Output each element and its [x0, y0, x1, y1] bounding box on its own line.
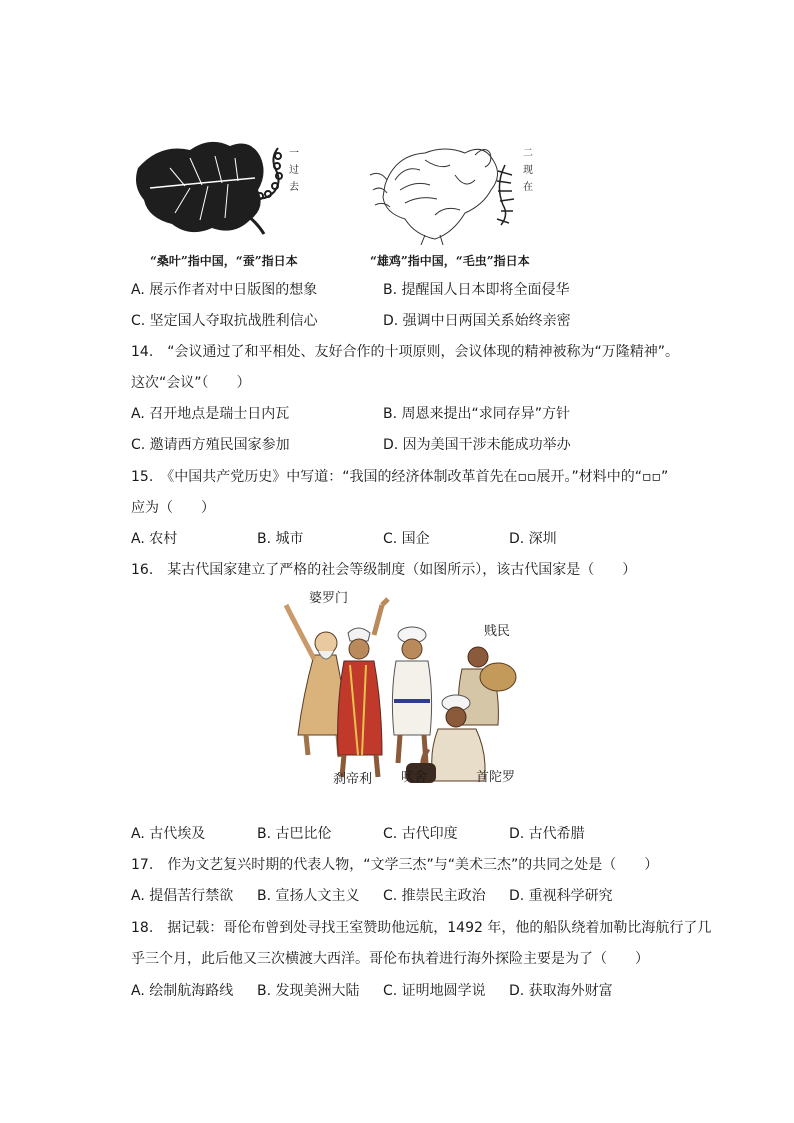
- label-brahmin: 婆罗门: [309, 591, 349, 606]
- side-text-past: [288, 145, 300, 196]
- q17-option-b[interactable]: B. 宣扬人文主义: [257, 888, 360, 904]
- q15-stem-line1: 15. 《中国共产党历史》中写道：“我国的经济体制改革首先在▫▫展开。”材料中的“▫▫”: [131, 469, 669, 485]
- q18-option-d[interactable]: D. 获取海外财富: [509, 983, 613, 999]
- q18-option-c[interactable]: C. 证明地圆学说: [383, 983, 486, 999]
- q17-option-c[interactable]: C. 推崇民主政治: [383, 888, 486, 904]
- q18-option-a[interactable]: A. 绘制航海路线: [131, 983, 234, 999]
- caption-right: “雄鸡”指中国，“毛虫”指日本: [370, 254, 530, 268]
- q16-option-c[interactable]: C. 古代印度: [383, 826, 458, 842]
- q14-option-b[interactable]: B. 周恩来提出“求同存异”方针: [383, 406, 571, 422]
- q13-option-b[interactable]: B. 提醒国人日本即将全面侵华: [383, 282, 570, 298]
- q14-option-a[interactable]: A. 召开地点是瑞士日内瓦: [131, 406, 290, 422]
- label-vaishya: 吠舍: [401, 770, 428, 785]
- side-text-char: 二: [523, 148, 533, 159]
- label-kshatriya: 刹帝利: [333, 772, 373, 787]
- q18-stem-line2: 乎三个月，此后他又三次横渡大西洋。哥伦布执着进行海外探险主要是为了（ ）: [131, 951, 649, 967]
- q14-stem-line1: 14. “会议通过了和平相处、友好合作的十项原则，会议体现的精神被称为“万隆精神”。: [131, 344, 680, 360]
- q14-option-c[interactable]: C. 邀请西方殖民国家参加: [131, 437, 290, 453]
- q13-option-d[interactable]: D. 强调中日两国关系始终亲密: [383, 313, 571, 329]
- q16-option-b[interactable]: B. 古巴比伦: [257, 826, 332, 842]
- side-text-present: [522, 145, 534, 196]
- untouchable-figure: [458, 647, 516, 725]
- caste-illustration-image: [278, 585, 528, 790]
- figure-caste-system: [278, 585, 528, 790]
- rooster-woodcut-image: [365, 135, 525, 245]
- q17-stem-line1: 17. 作为文艺复兴时期的代表人物，“文学三杰”与“美术三杰”的共同之处是（ ）: [131, 857, 659, 873]
- figure-mulberry-silkworm: [130, 128, 300, 240]
- q14-option-d[interactable]: D. 因为美国干涉未能成功举办: [383, 437, 571, 453]
- vaishya-figure: [392, 627, 431, 763]
- q16-option-d[interactable]: D. 古代希腊: [509, 826, 585, 842]
- q13-option-c[interactable]: C. 坚定国人夺取抗战胜利信心: [131, 313, 318, 329]
- q15-option-b[interactable]: B. 城市: [257, 531, 304, 547]
- q14-stem-line2: 这次“会议”（ ）: [131, 375, 251, 391]
- label-untouchable: 贱民: [484, 624, 511, 639]
- q18-option-b[interactable]: B. 发现美洲大陆: [257, 983, 360, 999]
- q15-option-a[interactable]: A. 农村: [131, 531, 178, 547]
- mulberry-leaf-woodcut-image: [130, 128, 300, 240]
- q17-option-a[interactable]: A. 提倡苦行禁欲: [131, 888, 234, 904]
- side-text-char: 一: [289, 148, 299, 159]
- label-shudra: 首陀罗: [476, 770, 516, 785]
- q18-stem-line1: 18. 据记载：哥伦布曾到处寻找王室赞助他远航，1492 年，他的船队绕着加勒比海航行了几: [131, 920, 712, 936]
- q17-option-d[interactable]: D. 重视科学研究: [509, 888, 613, 904]
- figure-rooster-caterpillar: [365, 135, 525, 245]
- q13-option-a[interactable]: A. 展示作者对中日版图的想象: [131, 282, 318, 298]
- side-text-char: 现: [523, 165, 533, 176]
- q15-option-d[interactable]: D. 深圳: [509, 531, 557, 547]
- q16-stem-line1: 16. 某古代国家建立了严格的社会等级制度（如图所示），该古代国家是（ ）: [131, 562, 637, 578]
- caption-left: “桑叶”指中国，“蚕”指日本: [150, 254, 298, 268]
- side-text-char: 在: [523, 182, 533, 193]
- side-text-char: 过: [289, 165, 299, 176]
- q16-option-a[interactable]: A. 古代埃及: [131, 826, 206, 842]
- q15-stem-line2: 应为（ ）: [131, 500, 215, 516]
- kshatriya-figure: [338, 599, 388, 777]
- q15-option-c[interactable]: C. 国企: [383, 531, 430, 547]
- side-text-char: 去: [289, 182, 299, 193]
